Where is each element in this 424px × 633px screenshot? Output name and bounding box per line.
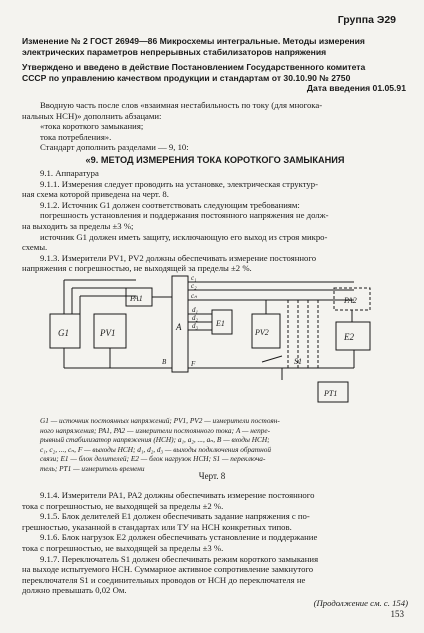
label-pt1: PT1 (324, 389, 338, 398)
label-d3: d₃ (192, 322, 198, 330)
approval-line: Утверждено и введено в действие Постановлением Государственного комитета (22, 62, 366, 72)
text-line: переключателя S1 и соединительных проводов от НСН до переключателя не (22, 574, 306, 585)
label-d1: d₁ (192, 306, 198, 314)
label-e1: E1 (216, 319, 225, 328)
amendment-title (22, 36, 406, 57)
body-text (22, 490, 408, 596)
text-line: источник G1 должен иметь защиту, исключающую его выход из строя микро- (40, 231, 328, 242)
circuit-diagram (42, 270, 382, 412)
text-line: на выходе испытуемого НСН. Суммарное активное сопротивление замкнутого (22, 564, 314, 575)
switch-s1 (262, 356, 282, 362)
label-e2: E2 (344, 332, 354, 342)
label-c1: c₁ (191, 274, 197, 282)
caption-line: тель; PT1 — измеритель времени (40, 463, 145, 473)
text-line: должно превышать 0,02 Ом. (22, 585, 127, 596)
page-number: 153 (390, 609, 404, 619)
caption-line: рывный стабилизатор напряжения (НСН); a₁, a₂, ..., aₙ, B — входы НСН; (40, 435, 270, 445)
caption-line: ного напряжения; PA1, PA2 — измерители постоянного тока; A — непре- (40, 425, 271, 435)
label-g1: G1 (58, 328, 69, 338)
approval-block (22, 62, 406, 94)
text-line: напряжения с погрешностью, не выходящей за пределы ±2 %. (22, 263, 252, 274)
label-pa1: PA1 (130, 294, 143, 303)
text-line: схемы. (22, 242, 48, 253)
label-s1: S1 (294, 357, 302, 366)
text-line: тока потребления». (40, 131, 112, 142)
text-line: нальных НСН)» дополнить абзацами: (22, 110, 162, 121)
label-pv1: PV1 (100, 328, 116, 338)
text-line: тока с погрешностью, не выходящей за пределы ±2 %. (22, 500, 224, 511)
label-d2: d₂ (192, 314, 198, 322)
text-line: на выходить за пределы ±3 %; (22, 220, 134, 231)
approval-line: СССР по управлению качеством продукции и стандартам от 30.10.90 № 2750 (22, 72, 351, 83)
text-line: грешностью, указанной в стандартах или ТУ на НСН конкретных типов. (22, 521, 292, 532)
text-line: ная схема которой приведена на черт. 8. (22, 189, 169, 200)
label-a: A (176, 322, 182, 332)
title-line: Изменение № 2 ГОСТ 26949—86 Микросхемы интегральные. Методы измерения (22, 36, 365, 46)
figure-label: Черт. 8 (198, 471, 226, 481)
caption-line: связи; E1 — блок делителей; E2 — блок нагрузок НСН; S1 — переключа- (40, 454, 266, 464)
text-line: Стандарт дополнить разделами — 9, 10: (40, 142, 189, 153)
group-code: Группа Э29 (337, 14, 396, 26)
intro-text (22, 100, 408, 153)
text-line: Вводную часть после слов «взаимная нестабильность по току (для многока- (40, 100, 323, 110)
text-line: тока с погрешностью, не выходящей за пределы ±3 %. (22, 542, 224, 553)
text-line: 9.1.5. Блок делителей E1 должен обеспечивать задание напряжения с по- (40, 511, 310, 522)
text-line: 9.1.3. Измерители PV1, PV2 должны обеспечивать измерение постоянного (40, 252, 317, 263)
section-text (22, 168, 408, 274)
effective-date: Дата введения 01.05.91 (306, 83, 406, 94)
text-line: 9.1.6. Блок нагрузок E2 должен обеспечивать установление и поддержание (40, 532, 318, 543)
text-line: «тока короткого замыкания; (40, 121, 144, 132)
text-line: 9.1. Аппаратура (40, 168, 99, 178)
section-title: «9. МЕТОД ИЗМЕРЕНИЯ ТОКА КОРОТКОГО ЗАМЫКАНИЯ (85, 155, 345, 165)
label-pa2: PA2 (344, 296, 357, 305)
label-cn: cₙ (191, 292, 197, 300)
label-f: F (191, 360, 196, 368)
text-line: погрешность установления и поддержания постоянного напряжения не долж- (40, 210, 329, 221)
text-line: 9.1.1. Измерения следует проводить на установке, электрическая структур- (40, 178, 319, 189)
caption-line: G1 — источник постоянных напряжений; PV1, PV2 — измерители постоян- (40, 416, 280, 425)
label-c2: c₂ (191, 282, 197, 290)
text-line: 9.1.2. Источник G1 должен соответствовать следующим требованиям: (40, 199, 300, 210)
text-line: 9.1.4. Измерители PA1, PA2 должны обеспечивать измерение постоянного (40, 490, 315, 500)
continued-note: (Продолжение см. с. 154) (313, 598, 408, 608)
label-b: B (162, 358, 167, 366)
label-pv2: PV2 (255, 328, 269, 337)
title-line: электрических параметров непрерывных стабилизаторов напряжения (22, 46, 327, 57)
figure-caption (40, 416, 388, 474)
text-line: 9.1.7. Переключатель S1 должен обеспечивать режим короткого замыкания (40, 553, 319, 564)
caption-line: c₁, c₂, ..., cₙ, F — выходы НСН; d₁, d₂, d₃ — выходы подключения обратной (40, 444, 271, 454)
